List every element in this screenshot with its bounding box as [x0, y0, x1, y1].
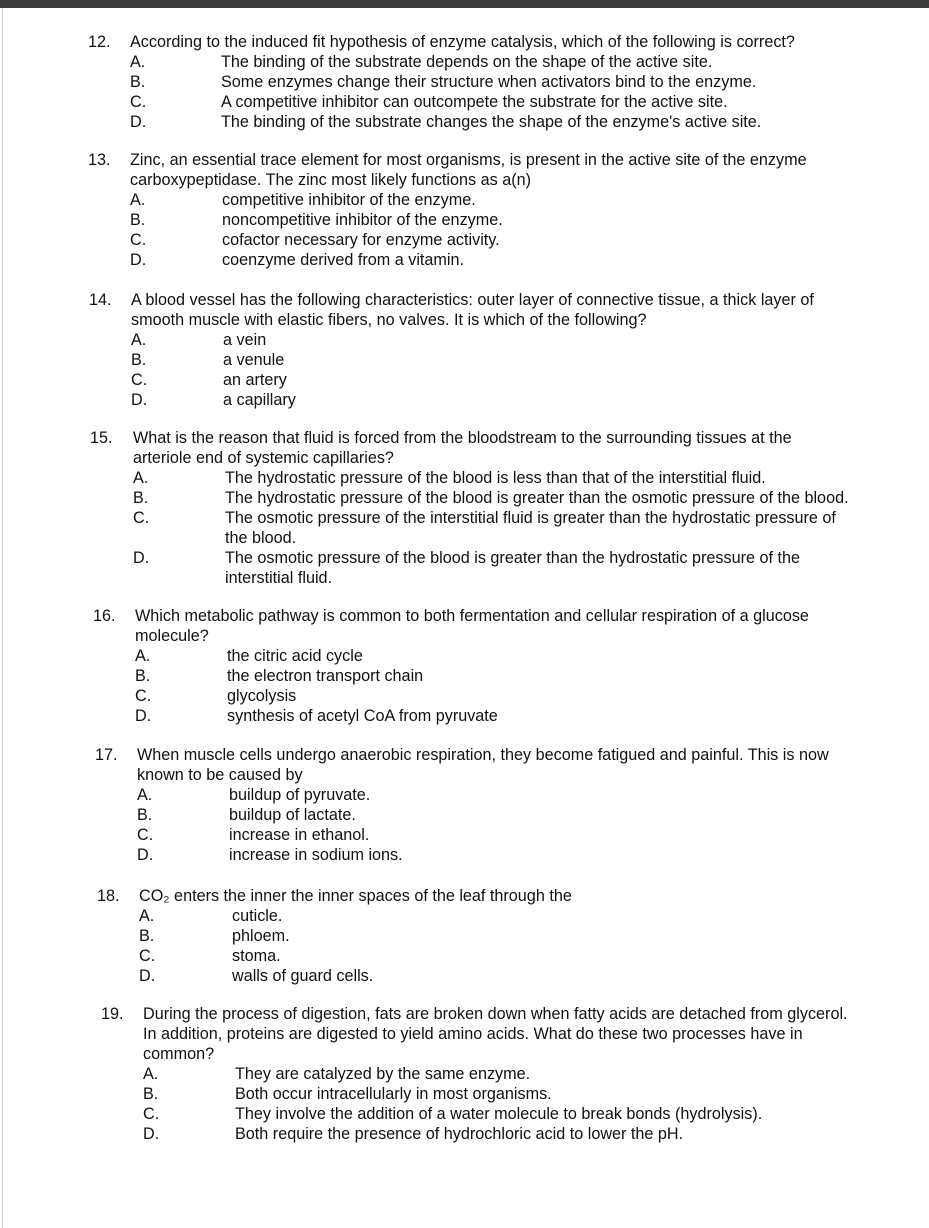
option-d[interactable] [130, 250, 908, 270]
option-d[interactable] [130, 112, 908, 132]
option-text: glycolysis [227, 687, 297, 705]
option-text: The osmotic pressure of the interstitial fluid is greater than the hydrostatic pressure of the blood. [225, 509, 836, 547]
scan-top-border [0, 0, 929, 8]
option-text: A competitive inhibitor can outcompete the substrate for the active site. [221, 93, 728, 111]
option-text: competitive inhibitor of the enzyme. [222, 191, 476, 209]
option-letter: C. [143, 1105, 160, 1123]
question-18 [97, 886, 917, 986]
scan-left-edge [2, 8, 3, 1228]
question-12 [88, 32, 908, 132]
option-a[interactable] [135, 646, 913, 666]
question-stem: During the process of digestion, fats are broken down when fatty acids are detached from glycerol. In addition, proteins are digested to yield amino acids. What do these two processes have in common? [143, 1005, 848, 1063]
option-a[interactable] [130, 190, 908, 210]
option-d[interactable] [131, 390, 909, 410]
option-text: They are catalyzed by the same enzyme. [235, 1065, 531, 1083]
question-stem: According to the induced fit hypothesis of enzyme catalysis, which of the following is correct? [130, 33, 795, 51]
option-c[interactable] [131, 370, 909, 390]
option-c[interactable] [130, 230, 908, 250]
question-number: 15. [90, 429, 113, 447]
option-text: increase in sodium ions. [229, 846, 403, 864]
option-b[interactable] [139, 926, 917, 946]
option-letter: A. [139, 907, 155, 925]
option-text: phloem. [232, 927, 290, 945]
option-b[interactable] [130, 72, 908, 92]
option-b[interactable] [131, 350, 909, 370]
option-letter: D. [133, 549, 150, 567]
question-19 [101, 1004, 921, 1144]
option-text: The hydrostatic pressure of the blood is greater than the osmotic pressure of the blood. [225, 489, 849, 507]
option-letter: B. [131, 351, 147, 369]
option-c[interactable] [130, 92, 908, 112]
option-d[interactable] [133, 548, 915, 588]
option-letter: D. [131, 391, 148, 409]
option-letter: A. [131, 331, 147, 349]
option-letter: B. [137, 806, 153, 824]
option-a[interactable] [133, 468, 915, 488]
option-text: the citric acid cycle [227, 647, 363, 665]
option-text: buildup of pyruvate. [229, 786, 371, 804]
option-text: The binding of the substrate depends on the shape of the active site. [221, 53, 713, 71]
option-letter: B. [130, 211, 146, 229]
option-letter: A. [137, 786, 153, 804]
option-letter: A. [130, 191, 146, 209]
option-c[interactable] [139, 946, 917, 966]
question-number: 14. [89, 291, 112, 309]
option-text: The binding of the substrate changes the shape of the enzyme's active site. [221, 113, 762, 131]
option-text: synthesis of acetyl CoA from pyruvate [227, 707, 498, 725]
option-letter: C. [137, 826, 154, 844]
option-text: Some enzymes change their structure when activators bind to the enzyme. [221, 73, 757, 91]
option-letter: C. [130, 231, 147, 249]
option-b[interactable] [143, 1084, 921, 1104]
option-b[interactable] [133, 488, 915, 508]
option-c[interactable] [135, 686, 913, 706]
option-letter: C. [139, 947, 156, 965]
option-d[interactable] [143, 1124, 921, 1144]
question-stem: Which metabolic pathway is common to both fermentation and cellular respiration of a glucose molecule? [135, 607, 809, 645]
option-text: The osmotic pressure of the blood is greater than the hydrostatic pressure of the interstitial fluid. [225, 549, 800, 587]
question-number: 12. [88, 33, 111, 51]
option-letter: D. [130, 113, 147, 131]
option-c[interactable] [143, 1104, 921, 1124]
question-number: 17. [95, 746, 118, 764]
option-text: Both occur intracellularly in most organisms. [235, 1085, 552, 1103]
option-text: a venule [223, 351, 285, 369]
option-letter: C. [131, 371, 148, 389]
option-text: Both require the presence of hydrochloric acid to lower the pH. [235, 1125, 684, 1143]
option-text: The hydrostatic pressure of the blood is less than that of the interstitial fluid. [225, 469, 766, 487]
option-a[interactable] [130, 52, 908, 72]
question-stem: Zinc, an essential trace element for most organisms, is present in the active site of the enzyme carboxypeptidase. The zinc most likely functions as a(n) [130, 151, 807, 189]
option-letter: A. [133, 469, 149, 487]
option-text: an artery [223, 371, 287, 389]
question-15 [90, 428, 915, 588]
option-letter: C. [130, 93, 147, 111]
question-16 [93, 606, 913, 726]
option-d[interactable] [137, 845, 915, 865]
option-text: increase in ethanol. [229, 826, 370, 844]
option-a[interactable] [139, 906, 917, 926]
question-number: 13. [88, 151, 111, 169]
question-stem: CO₂ enters the inner the inner spaces of the leaf through the [139, 887, 572, 905]
option-letter: D. [143, 1125, 160, 1143]
option-letter: D. [130, 251, 147, 269]
option-text: noncompetitive inhibitor of the enzyme. [222, 211, 503, 229]
option-a[interactable] [143, 1064, 921, 1084]
option-letter: C. [133, 509, 150, 527]
option-letter: B. [143, 1085, 159, 1103]
option-d[interactable] [135, 706, 913, 726]
option-c[interactable] [137, 825, 915, 845]
question-number: 19. [101, 1005, 124, 1023]
option-letter: D. [135, 707, 152, 725]
option-text: stoma. [232, 947, 281, 965]
option-letter: D. [139, 967, 156, 985]
option-c[interactable] [133, 508, 915, 548]
question-17 [95, 745, 915, 865]
question-stem: When muscle cells undergo anaerobic respiration, they become fatigued and painful. This is now known to be caused by [137, 746, 829, 784]
option-letter: A. [135, 647, 151, 665]
option-letter: D. [137, 846, 154, 864]
question-13 [88, 150, 908, 270]
option-letter: A. [130, 53, 146, 71]
option-text: the electron transport chain [227, 667, 424, 685]
option-text: cuticle. [232, 907, 283, 925]
option-b[interactable] [137, 805, 915, 825]
option-text: They involve the addition of a water molecule to break bonds (hydrolysis). [235, 1105, 763, 1123]
option-text: coenzyme derived from a vitamin. [222, 251, 465, 269]
option-text: a capillary [223, 391, 296, 409]
question-number: 16. [93, 607, 116, 625]
option-letter: B. [135, 667, 151, 685]
option-a[interactable] [137, 785, 915, 805]
option-text: buildup of lactate. [229, 806, 356, 824]
option-letter: B. [130, 73, 146, 91]
question-14 [89, 290, 909, 410]
question-stem: A blood vessel has the following characteristics: outer layer of connective tissue, a thick layer of smooth muscle with elastic fibers, no valves. It is which of the following? [131, 291, 814, 329]
option-text: a vein [223, 331, 267, 349]
option-letter: A. [143, 1065, 159, 1083]
option-letter: B. [139, 927, 155, 945]
option-letter: B. [133, 489, 149, 507]
question-stem: What is the reason that fluid is forced from the bloodstream to the surrounding tissues at the arteriole end of systemic capillaries? [133, 429, 792, 467]
option-d[interactable] [139, 966, 917, 986]
option-a[interactable] [131, 330, 909, 350]
option-text: walls of guard cells. [232, 967, 374, 985]
question-number: 18. [97, 887, 120, 905]
option-letter: C. [135, 687, 152, 705]
option-b[interactable] [135, 666, 913, 686]
option-text: cofactor necessary for enzyme activity. [222, 231, 500, 249]
option-b[interactable] [130, 210, 908, 230]
